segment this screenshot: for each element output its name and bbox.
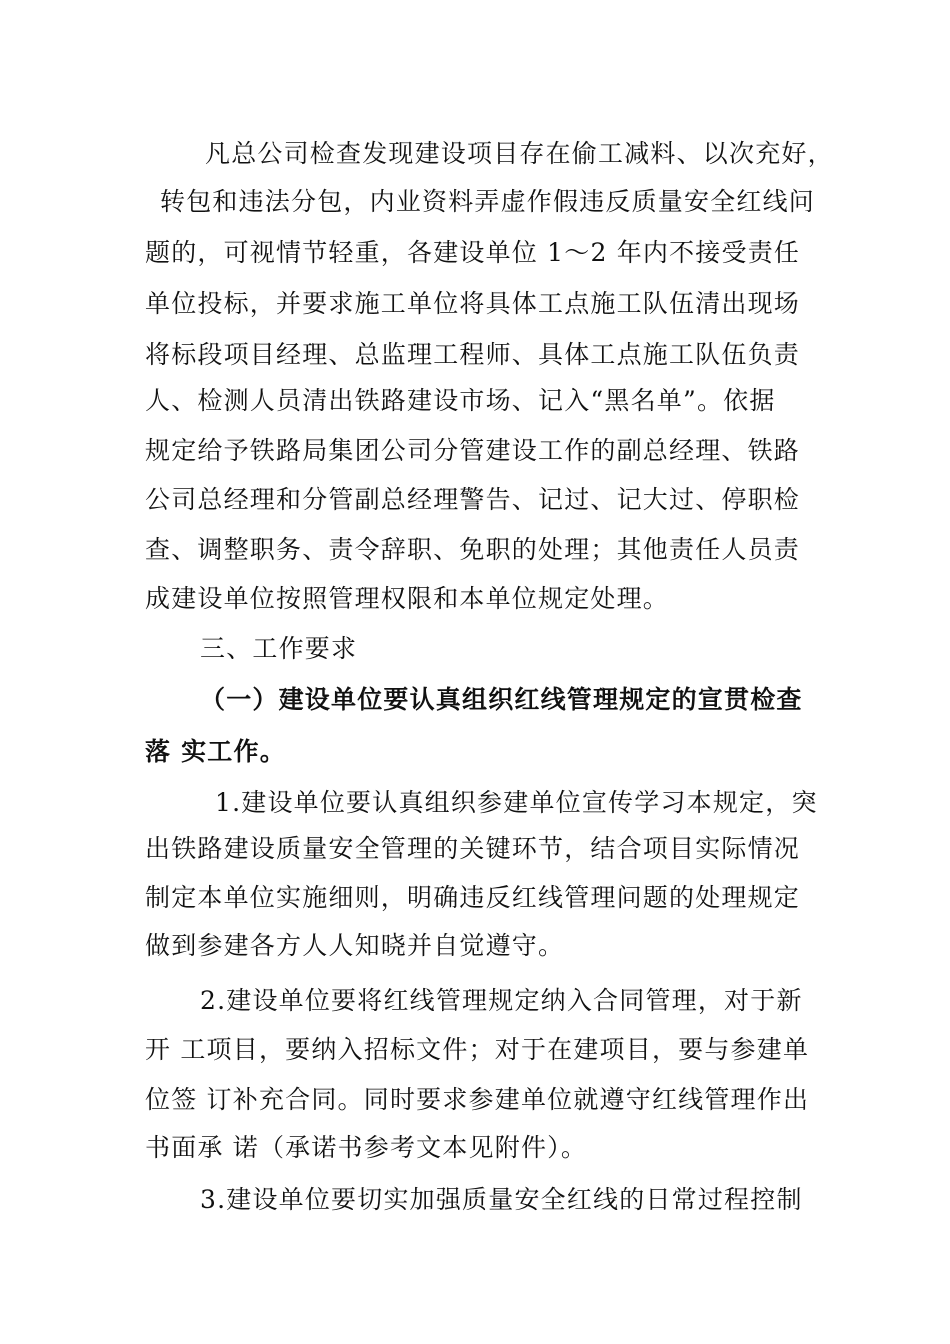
subsection-heading: （一）建设单位要认真组织红线管理规定的宣贯检查	[200, 685, 803, 714]
subsection-heading-continued: 落 实工作。	[145, 737, 286, 766]
paragraph-line: 书面承 诺（承诺书参考文本见附件）。	[145, 1133, 588, 1162]
paragraph-line: 题的，可视情节轻重，各建设单位 1～2 年内不接受责任	[145, 238, 801, 267]
paragraph-line: 出铁路建设质量安全管理的关键环节，结合项目实际情况	[145, 834, 801, 863]
paragraph-line: 查、调整职务、责令辞职、免职的处理；其他责任人员责	[145, 535, 801, 564]
paragraph-line: 开 工项目，要纳入招标文件；对于在建项目，要与参建单	[145, 1035, 810, 1064]
paragraph-line: 人、检测人员清出铁路建设市场、记入“黑名单”。依据	[145, 386, 776, 415]
paragraph-line: 3.建设单位要切实加强质量安全红线的日常过程控制	[200, 1185, 803, 1214]
paragraph-line: 做到参建各方人人知晓并自觉遵守。	[145, 931, 565, 960]
paragraph-line: 单位投标，并要求施工单位将具体工点施工队伍清出现场	[145, 289, 801, 318]
paragraph-line: 1.建设单位要认真组织参建单位宣传学习本规定，突	[215, 788, 818, 817]
paragraph-line: 2.建设单位要将红线管理规定纳入合同管理，对于新	[200, 986, 803, 1015]
paragraph-line: 公司总经理和分管副总经理警告、记过、记大过、停职检	[145, 485, 801, 514]
paragraph-line: 规定给予铁路局集团公司分管建设工作的副总经理、铁路	[145, 436, 801, 465]
paragraph-line: 将标段项目经理、总监理工程师、具体工点施工队伍负责	[145, 340, 801, 369]
paragraph-line: 转包和违法分包，内业资料弄虚作假违反质量安全红线问	[160, 187, 816, 216]
section-heading: 三、工作要求	[200, 634, 358, 663]
paragraph-line: 成建设单位按照管理权限和本单位规定处理。	[145, 584, 670, 613]
paragraph-line: 制定本单位实施细则，明确违反红线管理问题的处理规定	[145, 883, 801, 912]
paragraph-line: 凡总公司检查发现建设项目存在偷工减料、以次充好，	[205, 139, 834, 168]
paragraph-line: 位签 订补充合同。同时要求参建单位就遵守红线管理作出	[145, 1085, 810, 1114]
